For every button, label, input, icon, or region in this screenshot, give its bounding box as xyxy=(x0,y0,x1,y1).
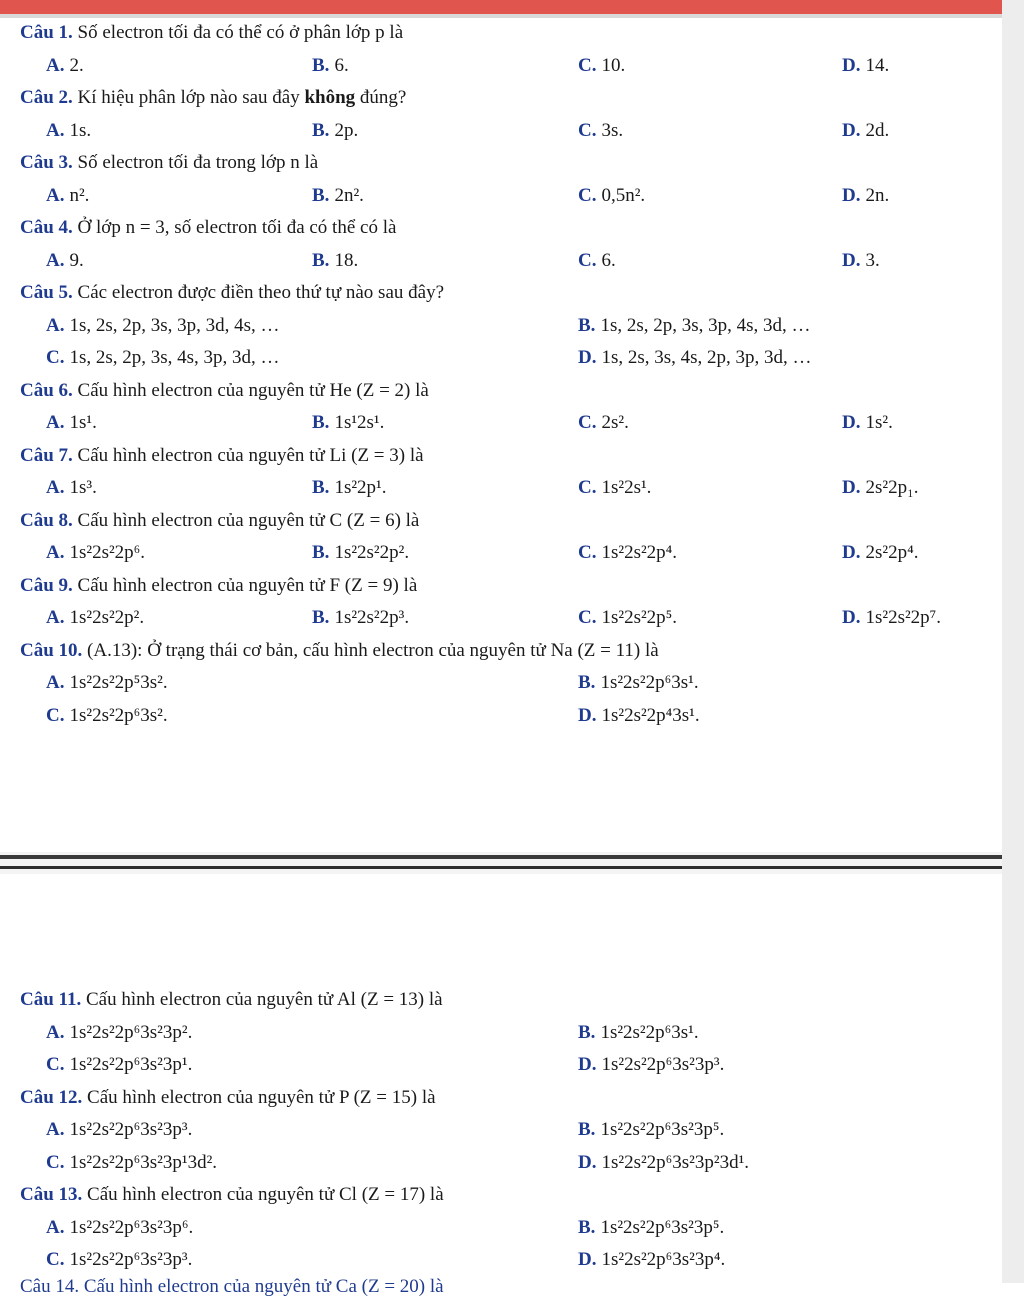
answer-text: 1s²2s²2p⁶3s²3p¹3d². xyxy=(69,1151,218,1173)
question-stem xyxy=(20,375,1000,408)
answer-letter: A. xyxy=(46,54,65,76)
answer-letter: C. xyxy=(578,184,597,206)
answer-letter: C. xyxy=(46,347,65,368)
answer-option xyxy=(578,537,677,570)
answer-row xyxy=(20,50,1000,83)
answer-letter: A. xyxy=(46,607,65,628)
answer-option xyxy=(312,407,384,440)
answer-option xyxy=(46,50,84,83)
answer-text: 1s, 2s, 2p, 3s, 3p, 3d, 4s, … xyxy=(69,314,280,336)
answer-option xyxy=(312,115,358,148)
answer-option xyxy=(578,115,623,148)
answer-option xyxy=(578,667,699,700)
question-number: Câu 3. xyxy=(20,152,73,173)
answer-row xyxy=(20,342,1000,375)
question-stem xyxy=(20,147,1000,180)
answer-letter: B. xyxy=(312,249,330,271)
answer-letter: A. xyxy=(46,249,65,271)
answer-row xyxy=(20,1114,1000,1147)
question-number: Câu 1. xyxy=(20,22,73,43)
question-number: Câu 6. xyxy=(20,379,73,401)
answer-text: 1s²2s²2p⁵. xyxy=(601,607,678,628)
answer-option xyxy=(46,1049,192,1082)
question-number: Câu 5. xyxy=(20,282,73,303)
answer-row xyxy=(20,310,1000,343)
answer-letter: A. xyxy=(46,477,65,498)
question-text: Cấu hình electron của nguyên tử He (Z = 2) là xyxy=(72,379,429,401)
answer-text: 3s. xyxy=(601,119,624,141)
answer-letter: C. xyxy=(578,412,597,433)
answer-letter: B. xyxy=(312,54,330,76)
answer-option xyxy=(46,1212,193,1245)
answer-letter: A. xyxy=(46,1216,65,1238)
answer-option xyxy=(842,472,918,505)
question-text: Cấu hình electron của nguyên tử Al (Z = 13) là xyxy=(81,989,443,1010)
answer-text: 1s²2s²2p⁶3s²3p³. xyxy=(69,1119,193,1140)
question-text: Kí hiệu phân lớp nào sau đây xyxy=(72,87,300,108)
answer-text: 1s²2s²2p³. xyxy=(334,607,410,628)
cut-off-question xyxy=(20,1271,620,1297)
answer-letter: D. xyxy=(842,119,861,141)
answer-row xyxy=(20,180,1000,213)
question-text: Cấu hình electron của nguyên tử F (Z = 9) là xyxy=(72,574,418,596)
answer-text: n². xyxy=(69,184,90,206)
answer-text: 1s²2s²2p⁷. xyxy=(865,607,942,628)
answer-option xyxy=(46,667,168,700)
question-text: Ở lớp n = 3, số electron tối đa có thể có là xyxy=(72,217,397,238)
answer-row xyxy=(20,1147,1000,1180)
question-number: Câu 8. xyxy=(20,509,73,531)
question-number: Câu 9. xyxy=(20,574,73,596)
question-stem xyxy=(20,635,1000,668)
question-number: Câu 13. xyxy=(20,1184,83,1205)
answer-text: 1s²2s²2p⁶3s²3p³. xyxy=(69,1249,193,1270)
answer-option xyxy=(578,1212,724,1245)
question-number: Câu 7. xyxy=(20,444,73,466)
question-number: Câu 11. xyxy=(20,989,82,1010)
answer-option xyxy=(46,342,280,375)
answer-option xyxy=(842,602,941,635)
answer-option xyxy=(578,407,629,440)
right-edge-margin xyxy=(1002,0,1024,1283)
answer-option xyxy=(578,180,645,213)
answer-row xyxy=(20,667,1000,700)
question-text: Các electron được điền theo thứ tự nào sau đây? xyxy=(72,282,445,303)
answer-text: 1s²2s²2p⁶3s²3p²3d¹. xyxy=(601,1151,750,1173)
answer-text: 1s²2s²2p⁶3s². xyxy=(69,704,168,726)
question-text-end: đúng? xyxy=(355,87,407,108)
answer-letter: B. xyxy=(578,672,596,693)
answer-row xyxy=(20,700,1000,733)
question-block-bottom xyxy=(20,984,1000,1277)
answer-text: 6. xyxy=(334,54,349,76)
answer-option xyxy=(46,1147,217,1180)
answer-option xyxy=(312,472,386,505)
question-text: Cấu hình electron của nguyên tử P (Z = 15) là xyxy=(82,1086,436,1108)
answer-option xyxy=(312,537,409,570)
answer-row xyxy=(20,1017,1000,1050)
answer-row xyxy=(20,245,1000,278)
answer-letter: A. xyxy=(46,1119,65,1140)
answer-letter: C. xyxy=(46,704,65,726)
answer-letter: D. xyxy=(578,1054,597,1075)
answer-option xyxy=(46,472,97,505)
answer-text: 1s²2p¹. xyxy=(334,477,387,498)
answer-row xyxy=(20,472,1000,505)
answer-option xyxy=(46,1017,192,1050)
question-stem xyxy=(20,17,1000,50)
question-text: Cấu hình electron của nguyên tử C (Z = 6) là xyxy=(72,509,420,531)
answer-text: 1s¹. xyxy=(69,412,97,433)
answer-letter: C. xyxy=(46,1249,65,1270)
answer-text: 2s²2p₁. xyxy=(865,477,919,498)
answer-text: 1s. xyxy=(69,119,92,141)
answer-row xyxy=(20,1049,1000,1082)
answer-text: 1s²2s²2p⁶3s²3p¹. xyxy=(69,1054,193,1075)
answer-text: 1s²2s²2p⁶3s²3p³. xyxy=(601,1054,725,1075)
answer-option xyxy=(578,1114,724,1147)
answer-letter: C. xyxy=(46,1054,65,1075)
answer-row xyxy=(20,407,1000,440)
answer-letter: A. xyxy=(46,184,65,206)
question-text: Cấu hình electron của nguyên tử Li (Z = 3) là xyxy=(72,444,424,466)
question-text: Số electron tối đa trong lớp n là xyxy=(72,152,319,173)
answer-text: 2n². xyxy=(334,184,364,206)
answer-letter: D. xyxy=(578,347,597,368)
answer-text: 1s². xyxy=(865,412,893,433)
top-color-bar xyxy=(0,0,1024,14)
answer-option xyxy=(842,245,880,278)
answer-option xyxy=(46,310,280,343)
answer-letter: C. xyxy=(578,54,597,76)
question-number: Câu 12. xyxy=(20,1086,83,1108)
answer-text: 1s²2s²2p⁶3s²3p². xyxy=(69,1021,193,1043)
answer-option xyxy=(312,602,409,635)
answer-option xyxy=(578,700,700,733)
answer-option xyxy=(578,245,616,278)
answer-letter: B. xyxy=(312,542,330,563)
answer-text: 3. xyxy=(865,249,880,271)
answer-option xyxy=(842,407,893,440)
answer-option xyxy=(312,180,364,213)
question-stem xyxy=(20,277,1000,310)
answer-text: 1s, 2s, 2p, 3s, 4s, 3p, 3d, … xyxy=(69,347,280,368)
answer-letter: B. xyxy=(312,477,330,498)
answer-letter: A. xyxy=(46,412,65,433)
answer-text: 1s²2s²2p⁶3s²3p⁵. xyxy=(600,1119,725,1140)
answer-text: 2. xyxy=(69,54,84,76)
question-stem xyxy=(20,984,1000,1017)
question-block-top xyxy=(20,17,1000,732)
answer-text: 1s²2s²2p⁶3s¹. xyxy=(600,1021,699,1043)
answer-text: 10. xyxy=(601,54,626,76)
answer-text: 1s²2s²2p⁶3s²3p⁴. xyxy=(601,1249,726,1270)
answer-text: 1s, 2s, 3s, 4s, 2p, 3p, 3d, … xyxy=(601,347,812,368)
answer-option xyxy=(578,310,811,343)
answer-letter: C. xyxy=(578,607,597,628)
answer-option xyxy=(46,180,89,213)
answer-option xyxy=(46,245,84,278)
page-break-line-top xyxy=(0,855,1002,859)
question-stem xyxy=(20,1179,1000,1212)
answer-letter: D. xyxy=(578,704,597,726)
answer-letter: D. xyxy=(842,54,861,76)
answer-option xyxy=(46,602,144,635)
answer-letter: D. xyxy=(578,1151,597,1173)
answer-option xyxy=(46,1114,192,1147)
page-break-line-bottom xyxy=(0,866,1002,869)
answer-text: 1s²2s²2p⁶3s²3p⁶. xyxy=(69,1216,194,1238)
answer-letter: D. xyxy=(842,477,861,498)
answer-letter: B. xyxy=(312,412,330,433)
question-stem xyxy=(20,505,1000,538)
answer-option xyxy=(842,115,889,148)
answer-option xyxy=(842,180,889,213)
answer-text: 2n. xyxy=(865,184,890,206)
answer-option xyxy=(46,537,145,570)
answer-letter: B. xyxy=(578,1021,596,1043)
answer-letter: A. xyxy=(46,1021,65,1043)
cut-off-question-text: Câu 14. Cấu hình electron của nguyên tử Ca (Z = 20) là xyxy=(20,1276,444,1297)
answer-option xyxy=(578,1049,724,1082)
answer-letter: A. xyxy=(46,542,65,563)
answer-letter: C. xyxy=(578,249,597,271)
question-text: (A.13): Ở trạng thái cơ bản, cấu hình electron của nguyên tử Na (Z = 11) là xyxy=(82,639,659,661)
answer-option xyxy=(842,50,889,83)
answer-text: 0,5n². xyxy=(601,184,646,206)
answer-text: 9. xyxy=(69,249,84,271)
answer-text: 2d. xyxy=(865,119,890,141)
answer-text: 1s¹2s¹. xyxy=(334,412,385,433)
answer-letter: D. xyxy=(578,1249,597,1270)
answer-option xyxy=(578,50,625,83)
question-text: Số electron tối đa có thể có ở phân lớp p là xyxy=(72,22,404,43)
answer-option xyxy=(578,602,677,635)
answer-letter: D. xyxy=(842,184,861,206)
answer-option xyxy=(312,245,358,278)
answer-text: 1s²2s²2p⁶. xyxy=(69,542,146,563)
answer-row xyxy=(20,115,1000,148)
answer-letter: B. xyxy=(578,314,596,336)
answer-option xyxy=(46,700,168,733)
answer-letter: B. xyxy=(312,184,330,206)
question-stem xyxy=(20,570,1000,603)
answer-row xyxy=(20,602,1000,635)
answer-text: 1s²2s²2p⁶3s¹. xyxy=(600,672,699,693)
question-text: Cấu hình electron của nguyên tử Cl (Z = 17) là xyxy=(82,1184,444,1205)
answer-option xyxy=(46,407,97,440)
answer-letter: C. xyxy=(46,1151,65,1173)
answer-text: 2s². xyxy=(601,412,629,433)
answer-text: 1s³. xyxy=(69,477,97,498)
answer-letter: D. xyxy=(842,542,861,563)
answer-row xyxy=(20,1212,1000,1245)
answer-letter: A. xyxy=(46,314,65,336)
answer-letter: C. xyxy=(578,477,597,498)
answer-text: 1s²2s¹. xyxy=(601,477,652,498)
answer-option xyxy=(578,1017,699,1050)
answer-letter: D. xyxy=(842,607,861,628)
answer-text: 1s²2s²2p⁴3s¹. xyxy=(601,704,700,726)
answer-letter: C. xyxy=(578,542,597,563)
question-emphasis: không xyxy=(299,87,356,108)
question-stem xyxy=(20,212,1000,245)
answer-text: 2s²2p⁴. xyxy=(865,542,919,563)
question-number: Câu 4. xyxy=(20,217,73,238)
answer-text: 1s²2s²2p². xyxy=(334,542,410,563)
question-number: Câu 2. xyxy=(20,87,73,108)
answer-text: 1s²2s²2p⁶3s²3p⁵. xyxy=(600,1216,725,1238)
answer-row xyxy=(20,537,1000,570)
answer-option xyxy=(578,1147,749,1180)
answer-text: 14. xyxy=(865,54,890,76)
answer-text: 18. xyxy=(334,249,359,271)
answer-letter: D. xyxy=(842,412,861,433)
question-stem xyxy=(20,440,1000,473)
answer-text: 1s²2s²2p⁵3s². xyxy=(69,672,168,693)
answer-letter: B. xyxy=(312,119,330,141)
answer-letter: C. xyxy=(578,119,597,141)
question-stem xyxy=(20,1082,1000,1115)
answer-letter: B. xyxy=(578,1216,596,1238)
answer-text: 6. xyxy=(601,249,616,271)
answer-letter: D. xyxy=(842,249,861,271)
answer-option xyxy=(578,342,812,375)
answer-option xyxy=(312,50,349,83)
answer-text: 2p. xyxy=(334,119,359,141)
answer-letter: B. xyxy=(312,607,330,628)
answer-letter: A. xyxy=(46,119,65,141)
answer-text: 1s²2s²2p². xyxy=(69,607,145,628)
answer-option xyxy=(842,537,918,570)
question-number: Câu 10. xyxy=(20,639,83,661)
answer-text: 1s, 2s, 2p, 3s, 3p, 4s, 3d, … xyxy=(600,314,811,336)
question-stem xyxy=(20,82,1000,115)
answer-text: 1s²2s²2p⁴. xyxy=(601,542,678,563)
answer-letter: B. xyxy=(578,1119,596,1140)
answer-letter: A. xyxy=(46,672,65,693)
answer-option xyxy=(46,115,91,148)
answer-option xyxy=(578,472,651,505)
